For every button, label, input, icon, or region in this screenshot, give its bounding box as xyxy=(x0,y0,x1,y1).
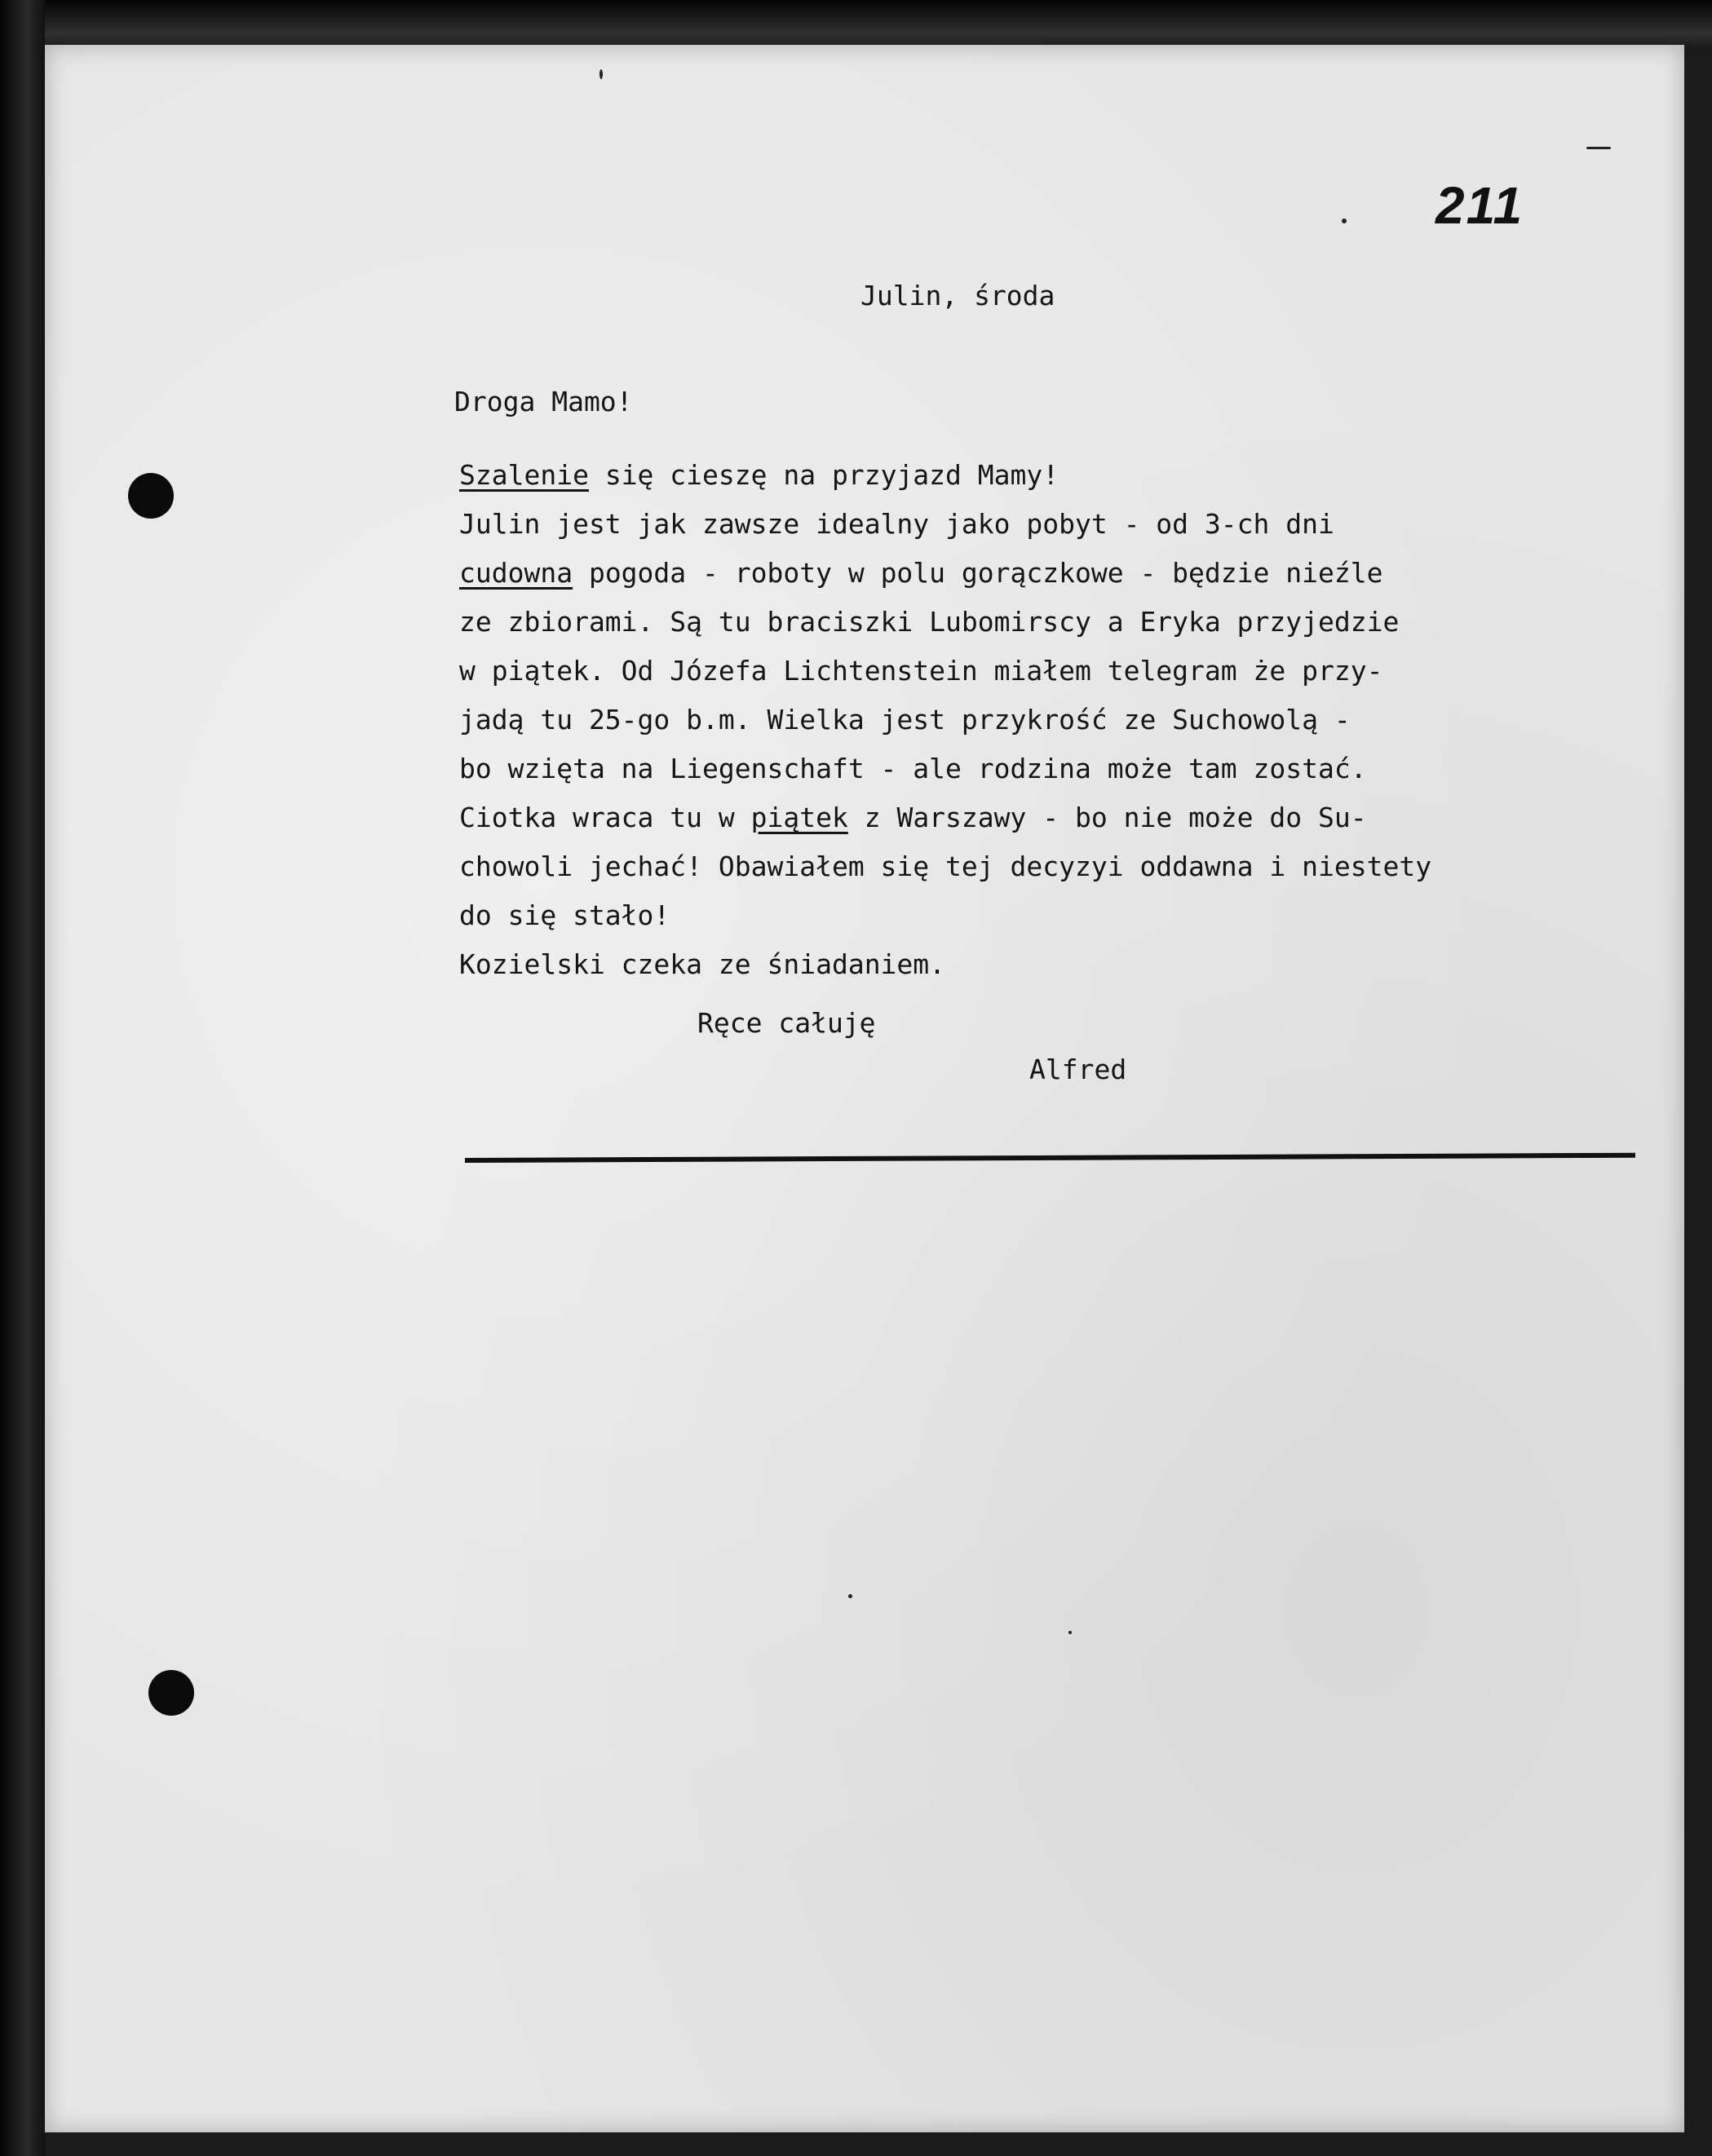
signature: Alfred xyxy=(1029,1054,1127,1085)
closing: Ręce całuję xyxy=(697,1007,876,1039)
body-line: do się stało! xyxy=(459,899,670,931)
body-line: Julin jest jak zawsze idealny jako pobyt - od 3-ch dni xyxy=(459,508,1334,540)
letter-body xyxy=(459,451,1431,989)
scan-speck xyxy=(1068,1631,1072,1634)
scan-speck xyxy=(599,69,603,79)
body-line: z Warszawy - bo nie może do Su- xyxy=(847,802,1367,833)
scan-border-top xyxy=(0,0,1712,49)
scan-speck xyxy=(848,1594,852,1598)
scan-speck xyxy=(1586,147,1611,149)
page-number: 211 xyxy=(1436,176,1524,235)
underlined-word: Szalenie xyxy=(459,459,589,491)
body-line: w piątek. Od Józefa Lichtenstein miałem telegram że przy- xyxy=(459,655,1383,687)
place-date: Julin, środa xyxy=(860,280,1055,311)
body-line: bo wzięta na Liegenschaft - ale rodzina może tam zostać. xyxy=(459,753,1367,784)
body-line: chowoli jechać! Obawiałem się tej decyzyi oddawna i niestety xyxy=(459,850,1432,882)
scan-border-left xyxy=(0,0,45,2156)
punch-hole xyxy=(128,473,174,519)
body-line: Ciotka wraca tu w xyxy=(459,802,751,833)
body-line: się cieszę na przyjazd Mamy! xyxy=(588,459,1059,491)
letter-sheet xyxy=(45,45,1684,2132)
underlined-word: piątek xyxy=(750,802,848,833)
punch-hole xyxy=(148,1670,194,1716)
body-line: jadą tu 25-go b.m. Wielka jest przykrość ze Suchowolą - xyxy=(459,704,1351,736)
body-line: pogoda - roboty w polu gorączkowe - będzie nieźle xyxy=(573,557,1383,589)
salutation: Droga Mamo! xyxy=(454,386,633,418)
scan-speck xyxy=(1342,219,1347,223)
body-line: Kozielski czeka ze śniadaniem. xyxy=(459,948,946,980)
body-line: ze zbiorami. Są tu braciszki Lubomirscy a Eryka przyjedzie xyxy=(459,606,1400,638)
underlined-word: cudowna xyxy=(459,557,573,589)
